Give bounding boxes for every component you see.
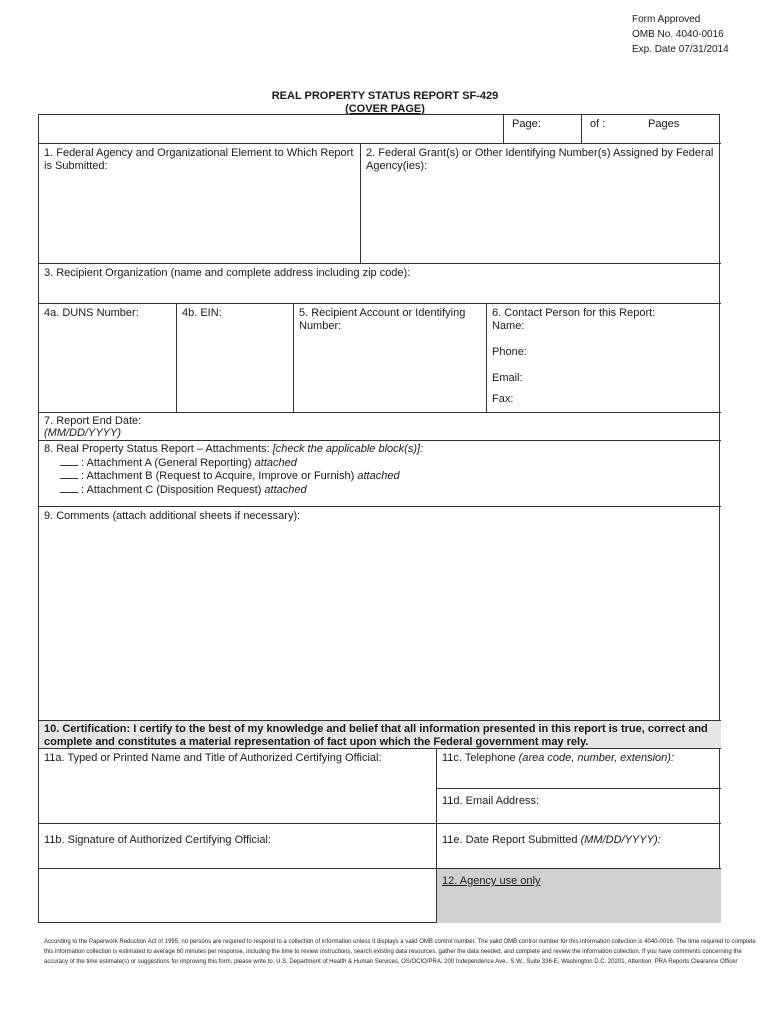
form-title-sub: (COVER PAGE)	[345, 103, 425, 115]
federal-agency-field[interactable]	[39, 144, 361, 264]
attachments-field	[39, 441, 721, 507]
page-number-field[interactable]	[504, 115, 582, 144]
telephone-hint: (area code, number, extension):	[518, 752, 674, 764]
signature-field[interactable]	[39, 824, 437, 869]
date-submitted-field[interactable]	[437, 824, 721, 869]
duns-number-label: 4a. DUNS Number:	[44, 307, 139, 319]
attachment-c-suffix: attached	[264, 483, 307, 496]
recipient-organization-field[interactable]	[39, 264, 721, 304]
telephone-label: 11c. Telephone	[442, 752, 516, 764]
attachment-a-label: : Attachment A (General Reporting)	[81, 456, 252, 469]
attachment-b-checkbox[interactable]	[60, 469, 78, 479]
agency-use-only-field	[437, 869, 721, 923]
attachment-c-row	[44, 483, 716, 497]
form-title-main: REAL PROPERTY STATUS REPORT SF-429	[271, 90, 499, 102]
report-end-date-label: 7. Report End Date:	[44, 415, 142, 427]
certifying-official-name-label: 11a. Typed or Printed Name and Title of Authorized Certifying Official:	[44, 752, 382, 764]
contact-name-label[interactable]: Name:	[492, 320, 525, 332]
page-row-blank	[39, 115, 504, 144]
sf429-cover-form	[38, 114, 720, 923]
page-total-field[interactable]	[582, 115, 721, 144]
attachment-c-label: : Attachment C (Disposition Request)	[81, 483, 262, 496]
bottom-left-blank	[39, 869, 437, 923]
federal-agency-label: 1. Federal Agency and Organizational Element to Which Report is Submitted:	[44, 147, 354, 172]
recipient-account-label: 5. Recipient Account or Identifying Number:	[299, 307, 466, 332]
email-address-label: 11d. Email Address:	[442, 795, 540, 807]
agency-use-only-label: 12. Agency use only	[442, 875, 541, 887]
report-end-date-field[interactable]	[39, 413, 721, 441]
date-submitted-label: 11e. Date Report Submitted	[442, 834, 578, 846]
duns-number-field[interactable]	[39, 304, 177, 413]
contact-person-label: 6. Contact Person for this Report:	[492, 307, 656, 319]
certification-label: 10. Certification: I certify to the best of my knowledge and belief that all information presented in this report is true, correct and complete and constitutes a material representation of fact upon which the Federal government may rely.	[44, 723, 708, 748]
comments-field[interactable]	[39, 507, 721, 721]
attachment-b-row	[44, 469, 716, 483]
date-submitted-hint: (MM/DD/YYYY):	[580, 834, 661, 846]
contact-email-label[interactable]: Email:	[492, 372, 523, 384]
comments-label: 9. Comments (attach additional sheets if necessary):	[44, 510, 301, 522]
email-address-field[interactable]	[437, 789, 721, 824]
report-end-date-format: (MM/DD/YYYY)	[44, 427, 121, 439]
federal-grant-number-label: 2. Federal Grant(s) or Other Identifying Number(s) Assigned by Federal Agency(ies):	[366, 147, 714, 172]
page-label: Page:	[512, 118, 541, 130]
paperwork-reduction-notice: According to the Paperwork Reduction Act of 1995, no persons are required to respond to a collection of information unless it displays a valid OMB control number. The valid OMB control number for this information collection is 4040-0016. The time required to complete this information collection is estimated to average 60 minutes per response, including the time to review instructions, search existing data resources, gather the data needed, and complete and review the information collection. If you have comments concerning the accuracy of the time estimate(s) or suggestions for improving this form, please write to: U.S. Department of Health & Human Services, OS/OCIO/PRA, 200 Independence Ave., S.W., Suite 336-E, Washington D.C. 20201, Attention: PRA Reports Clearance Officer	[44, 939, 756, 965]
recipient-account-field[interactable]	[294, 304, 487, 413]
omb-number-text: OMB No. 4040-0016	[632, 29, 724, 40]
federal-grant-number-field[interactable]	[361, 144, 721, 264]
contact-phone-label[interactable]: Phone:	[492, 346, 527, 358]
form-approved-text: Form Approved	[632, 14, 701, 25]
attachment-b-suffix: attached	[357, 470, 400, 482]
of-label: of :	[590, 118, 606, 130]
certifying-official-name-field[interactable]	[39, 749, 437, 824]
signature-label: 11b. Signature of Authorized Certifying Official:	[44, 834, 272, 846]
contact-person-field	[487, 304, 721, 413]
form-title	[0, 90, 770, 116]
attachment-a-suffix: attached	[254, 456, 297, 469]
contact-fax-label[interactable]: Fax:	[492, 393, 514, 405]
attachments-hint: [check the applicable block(s)]:	[272, 443, 424, 455]
ein-field[interactable]	[177, 304, 294, 413]
omb-approval-block	[632, 12, 729, 57]
attachment-b-label: : Attachment B (Request to Acquire, Improve or Furnish)	[81, 470, 355, 482]
ein-label: 4b. EIN:	[182, 307, 222, 319]
expiration-date-text: Exp. Date 07/31/2014	[632, 44, 729, 55]
telephone-field[interactable]	[437, 749, 721, 789]
recipient-organization-label: 3. Recipient Organization (name and complete address including zip code):	[44, 267, 411, 279]
attachment-c-checkbox[interactable]	[60, 483, 78, 493]
pages-label: Pages	[648, 118, 680, 130]
attachment-a-checkbox[interactable]	[60, 456, 78, 466]
certification-statement	[39, 721, 721, 749]
attachments-label: 8. Real Property Status Report – Attachments:	[44, 443, 270, 455]
attachment-a-row	[44, 456, 716, 470]
